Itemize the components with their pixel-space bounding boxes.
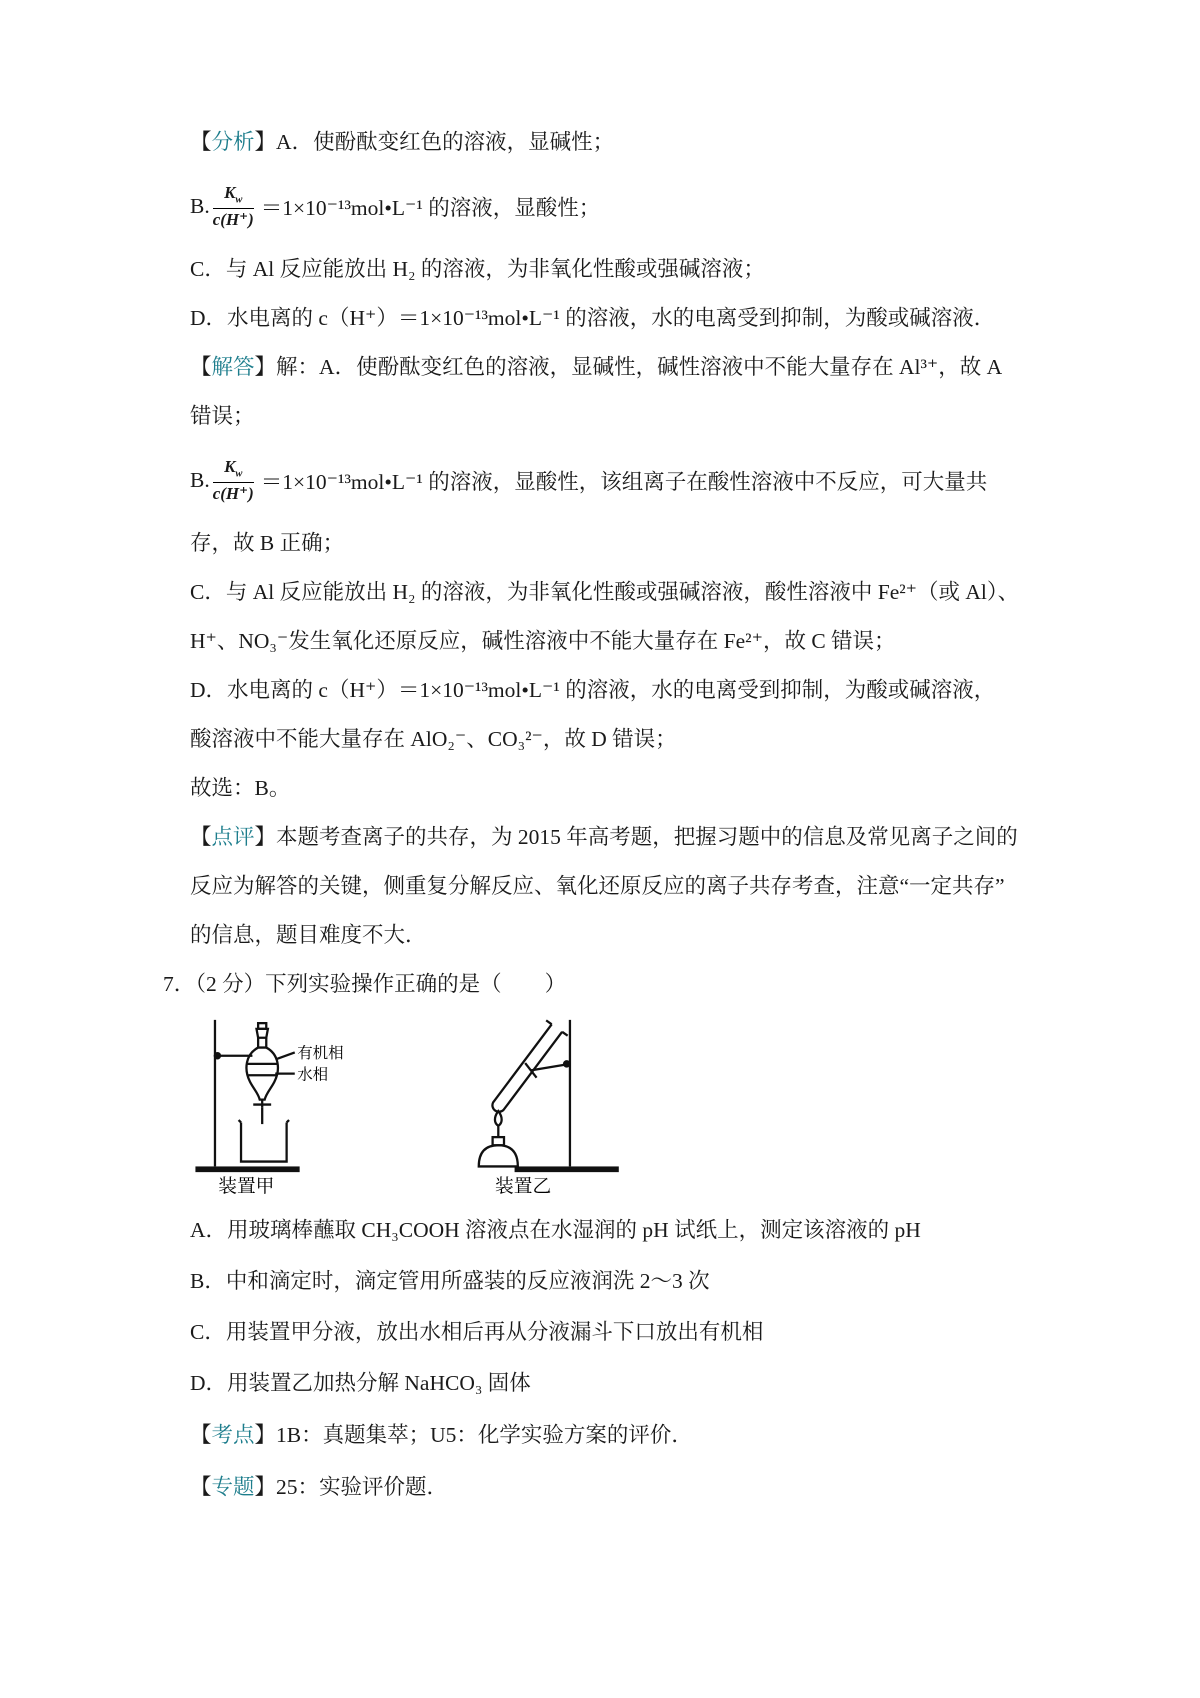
option-b-prefix: B. [190,193,210,218]
clamp-knob [563,1060,570,1067]
bracket-open: 【 [190,130,212,154]
fraction-denominator: c(H⁺) [212,209,254,229]
fraction-numerator: $K_w$ [213,183,254,208]
apparatus-jia-group [195,1020,343,1198]
option-c [190,1307,1030,1358]
bracket-close: 】 [254,1423,277,1447]
question-7-stem [163,960,1030,1009]
zhuanti-text: 25：实验评价题． [276,1475,449,1499]
comment-line3 [190,911,1030,960]
solution-line5-text: C．与 Al 反应能放出 H₂ 的溶液，为非氧化性酸或强碱溶液，酸性溶液中 Fe²⁺（或 Al）、 [190,580,1020,604]
bracket-close: 】 [254,825,277,849]
question-7-options [190,1205,1030,1409]
solution-option-b-line [190,441,1030,519]
option-d [190,1358,1030,1409]
kaodian-text: 1B：真题集萃；U5：化学实验方案的评价． [276,1423,693,1447]
kaodian-line [190,1409,1030,1461]
solution-line6 [190,617,1030,666]
comment-tag-text: 点评 [211,825,255,849]
comment-tag [190,825,276,849]
bracket-close: 】 [254,355,277,379]
organic-phase-leader [277,1052,295,1059]
flame [495,1111,502,1126]
analysis-option-d-line [190,294,1030,343]
solution-line2-text: 错误； [190,404,255,428]
option-b-text: B．中和滴定时，滴定管用所盛装的反应液润洗 2～3 次 [190,1269,710,1293]
solution-answer-text: 故选：B。 [190,776,291,800]
option-d-text: D．用装置乙加热分解 NaHCO₃ 固体 [190,1371,531,1395]
analysis-tag [190,130,276,154]
solution-tag-text: 解答 [211,355,255,379]
solution-line1-text: 解：A．使酚酞变红色的溶液，显碱性，碱性溶液中不能大量存在 Al³⁺，故 A [276,355,1003,379]
comment-line3-text: 的信息，题目难度不大． [190,923,427,947]
clamp-knob [214,1052,221,1059]
document-content [163,118,1030,1513]
analysis-option-d-text: D．水电离的 c（H⁺）＝1×10⁻¹³mol•L⁻¹ 的溶液，水的电离受到抑制，为酸或碱溶液． [190,306,996,330]
stand-base [515,1166,619,1172]
analysis-option-c-line [190,245,1030,294]
analysis-heading-line [190,118,1030,167]
solution-line5 [190,568,1030,617]
analysis-option-a-text: A．使酚酞变红色的溶液，显碱性； [276,130,615,154]
kw-over-ch-fraction [213,457,254,502]
tube-mouth-flare [546,1020,552,1024]
beaker-lip [239,1120,241,1122]
solution-option-b-text: ＝1×10⁻¹³mol•L⁻¹ 的溶液，显酸性，该组离子在酸性溶液中不反应，可大量共 [260,469,988,494]
analysis-option-b-text: ＝1×10⁻¹³mol•L⁻¹ 的溶液，显酸性； [260,195,601,220]
comment-heading-line [190,813,1030,862]
solution-tag [190,355,276,379]
comment-line2 [190,862,1030,911]
option-b-prefix: B. [190,467,210,492]
stand-base [195,1166,299,1172]
option-a [190,1205,1030,1256]
solution-line4-text: 存，故 B 正确； [190,531,345,555]
analysis-option-c-text: C．与 Al 反应能放出 H₂ 的溶液，为非氧化性酸或强碱溶液； [190,257,765,281]
solution-line4 [190,519,1030,568]
bracket-close: 】 [254,130,277,154]
solution-answer-line [190,764,1030,813]
comment-line2-text: 反应为解答的关键，侧重复分解反应、氧化还原反应的离子共存考查，注意“一定共存” [190,874,1005,898]
option-b [190,1256,1030,1307]
apparatus-jia-label: 装置甲 [218,1176,275,1198]
apparatus-diagram [192,1015,1030,1199]
solution-heading-line [190,343,1030,392]
funnel-stopper [256,1029,267,1038]
option-c-text: C．用装置甲分液，放出水相后再从分液漏斗下口放出有机相 [190,1320,764,1344]
kw-over-ch-fraction [213,183,254,228]
option-a-text: A．用玻璃棒蘸取 CH₃COOH 溶液点在水湿润的 pH 试纸上，测定该溶液的 pH [190,1218,921,1242]
apparatus-yi-group [479,1020,619,1198]
apparatus-yi-label: 装置乙 [495,1176,552,1198]
aqueous-phase-label: 水相 [297,1066,329,1084]
solution-line6-text: H⁺、NO₃⁻发生氧化还原反应，碱性溶液中不能大量存在 Fe²⁺，故 C 错误； [190,629,896,653]
beaker-lip [287,1120,289,1122]
fraction-denominator: c(H⁺) [212,483,254,503]
analysis-tag-text: 分析 [211,130,255,154]
tube-mouth-flare [562,1032,568,1036]
alcohol-lamp-cap [493,1137,504,1145]
zhuanti-line [190,1461,1030,1513]
bracket-open: 【 [190,1475,212,1499]
kaodian-tag [190,1423,276,1447]
solution-line8 [190,715,1030,764]
solution-line7 [190,666,1030,715]
solution-line7-text: D．水电离的 c（H⁺）＝1×10⁻¹³mol•L⁻¹ 的溶液，水的电离受到抑制，为酸或碱溶液， [190,678,996,702]
solution-line8-text: 酸溶液中不能大量存在 AlO₂⁻、CO₃²⁻，故 D 错误； [190,727,677,751]
kaodian-tag-text: 考点 [211,1423,255,1447]
question-7-stem-text: 7．（2 分）下列实验操作正确的是（ ） [163,972,567,996]
bracket-open: 【 [190,825,212,849]
comment-line1-text: 本题考查离子的共存，为 2015 年高考题，把握习题中的信息及常见离子之间的 [276,825,1018,849]
bracket-open: 【 [190,355,212,379]
apparatus-diagram-svg [192,1015,632,1199]
solution-line2 [190,392,1030,441]
fraction-numerator: $K_w$ [213,457,254,482]
alcohol-lamp-body [479,1145,518,1166]
beaker [241,1122,287,1161]
analysis-option-b-line [190,167,1030,245]
bracket-close: 】 [254,1475,277,1499]
organic-phase-label: 有机相 [297,1045,344,1063]
zhuanti-tag [190,1475,276,1499]
bracket-open: 【 [190,1423,212,1447]
zhuanti-tag-text: 专题 [211,1475,255,1499]
